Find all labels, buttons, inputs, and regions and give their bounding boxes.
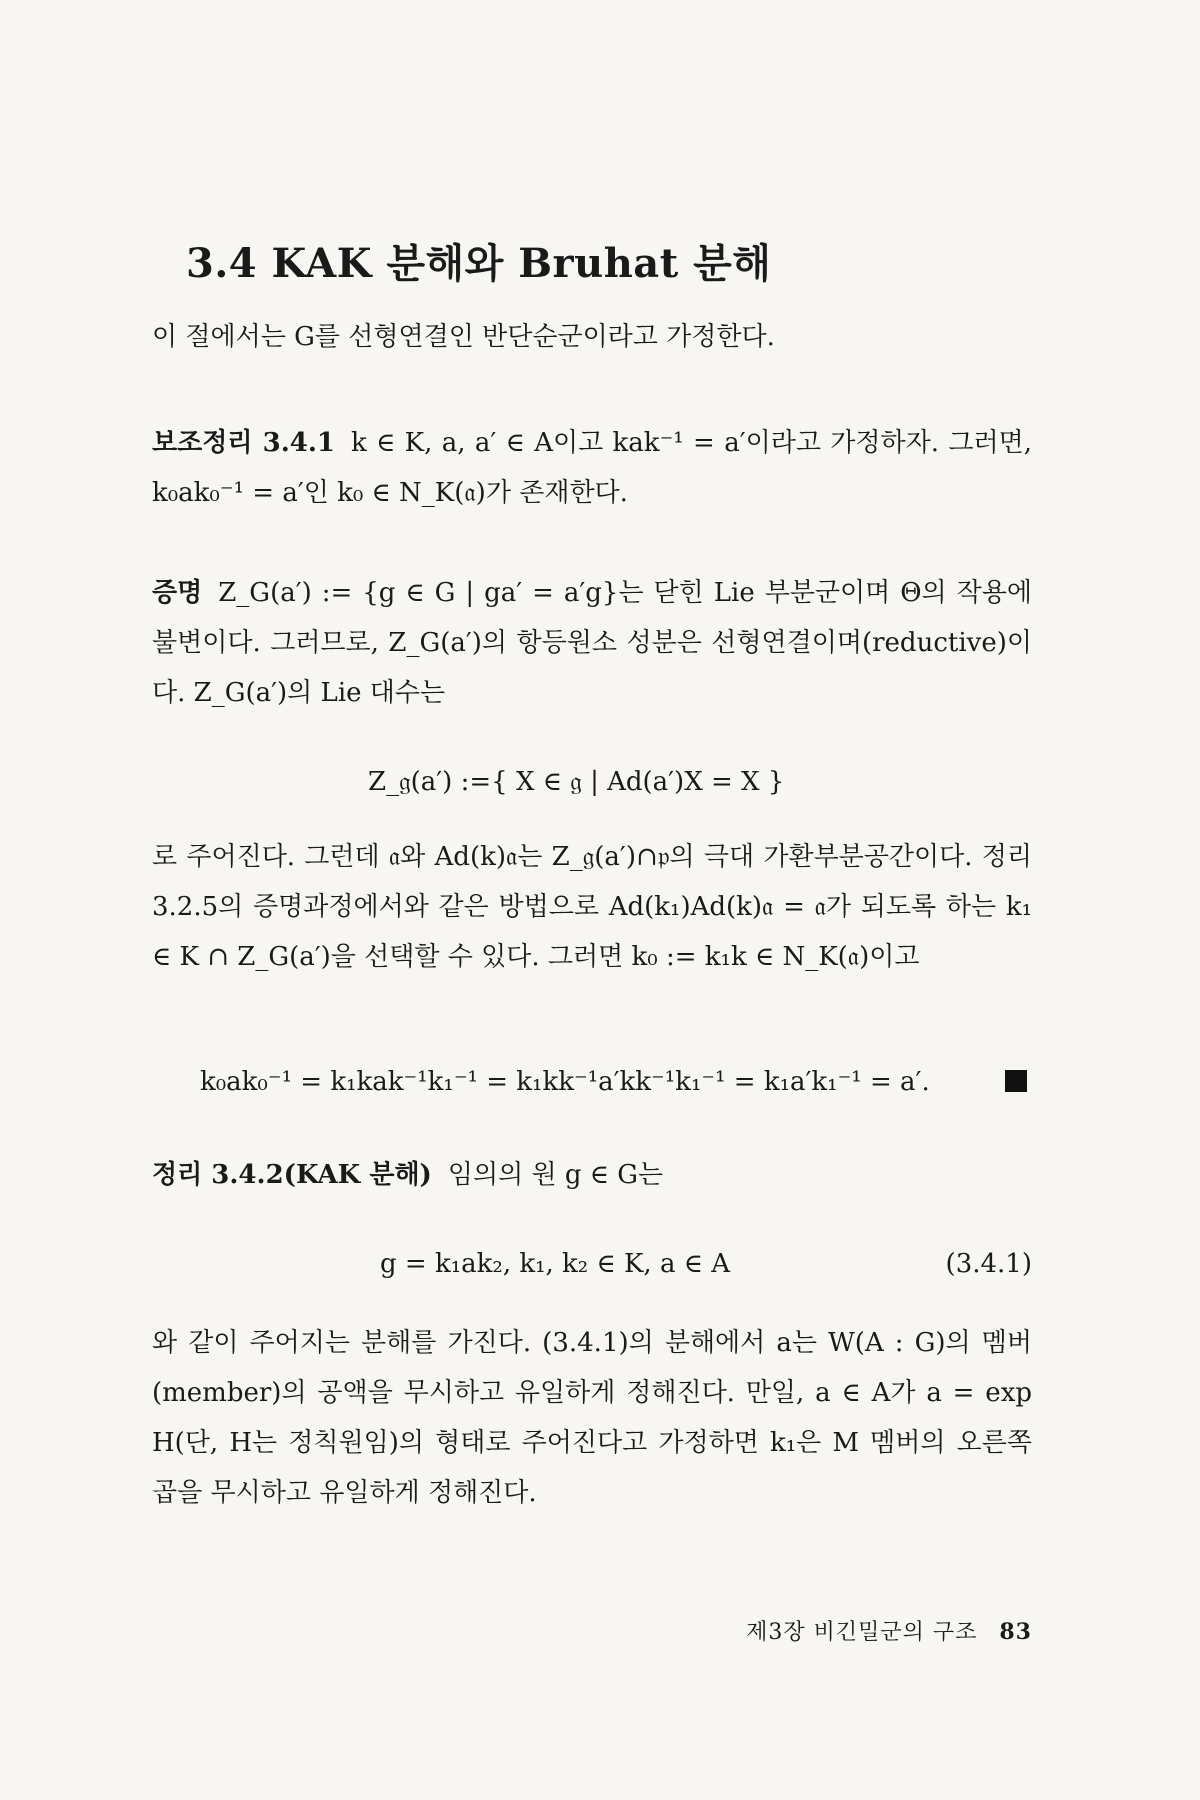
equation-kak: g = k₁ak₂, k₁, k₂ ∈ K, a ∈ A: [380, 1249, 731, 1279]
lemma-label: 보조정리 3.4.1: [152, 428, 335, 458]
equation-lie-algebra: Z_𝔤(a′) :={ X ∈ 𝔤 | Ad(a′)X = X }: [368, 767, 785, 797]
proof-paragraph-1: [152, 568, 1032, 718]
qed-box-icon: [1005, 1070, 1027, 1092]
lemma-text: k ∈ K, a, a′ ∈ A이고 kak⁻¹ = a′이라고 가정하자. 그러면, k₀ak₀⁻¹ = a′인 k₀ ∈ N_K(𝔞)가 존재한다.: [152, 428, 1032, 508]
theorem-label: 정리 3.4.2(KAK 분해): [152, 1160, 432, 1190]
theorem-3-4-2: [152, 1150, 1032, 1200]
theorem-text: 임의의 원 g ∈ G는: [447, 1160, 664, 1190]
footer-chapter: 제3장 비긴밀군의 구조: [746, 1620, 978, 1645]
lemma-3-4-1: [152, 418, 1032, 518]
intro-paragraph: 이 절에서는 G를 선형연결인 반단순군이라고 가정한다.: [152, 322, 775, 352]
proof-text-1: Z_G(a′) := {g ∈ G | ga′ = a′g}는 닫힌 Lie 부분군이며 Θ의 작용에 불변이다. 그러므로, Z_G(a′)의 항등원소 성분은 선형연결이며(reductive)이다. Z_G(a′)의 Lie 대수는: [152, 578, 1032, 708]
page-number: 83: [999, 1619, 1032, 1645]
page-footer: [746, 1615, 1032, 1646]
section-title: 3.4 KAK 분해와 Bruhat 분해: [186, 240, 772, 287]
theorem-paragraph-2: 와 같이 주어지는 분해를 가진다. (3.4.1)의 분해에서 a는 W(A : G)의 멤버(member)의 공액을 무시하고 유일하게 정해진다. 만일, a ∈ A가 a = exp H(단, H는 정칙원임)의 형태로 주어진다고 가정하면 k₁은 M 멤버의 오른쪽 곱을 무시하고 유일하게 정해진다.: [152, 1328, 1032, 1508]
proof-label: 증명: [152, 578, 203, 608]
equation-number: (3.4.1): [945, 1249, 1032, 1279]
proof-paragraph-2: 로 주어진다. 그런데 𝔞와 Ad(k)𝔞는 Z_𝔤(a′)∩𝔭의 극대 가환부분공간이다. 정리 3.2.5의 증명과정에서와 같은 방법으로 Ad(k₁)Ad(k)𝔞 = 𝔞가 되도록 하는 k₁ ∈ K ∩ Z_G(a′)을 선택할 수 있다. 그러면 k₀ := k₁k ∈ N_K(𝔞)이고: [152, 842, 1032, 972]
equation-conjugation: k₀ak₀⁻¹ = k₁kak⁻¹k₁⁻¹ = k₁kk⁻¹a′kk⁻¹k₁⁻¹ = k₁a′k₁⁻¹ = a′.: [200, 1067, 930, 1097]
